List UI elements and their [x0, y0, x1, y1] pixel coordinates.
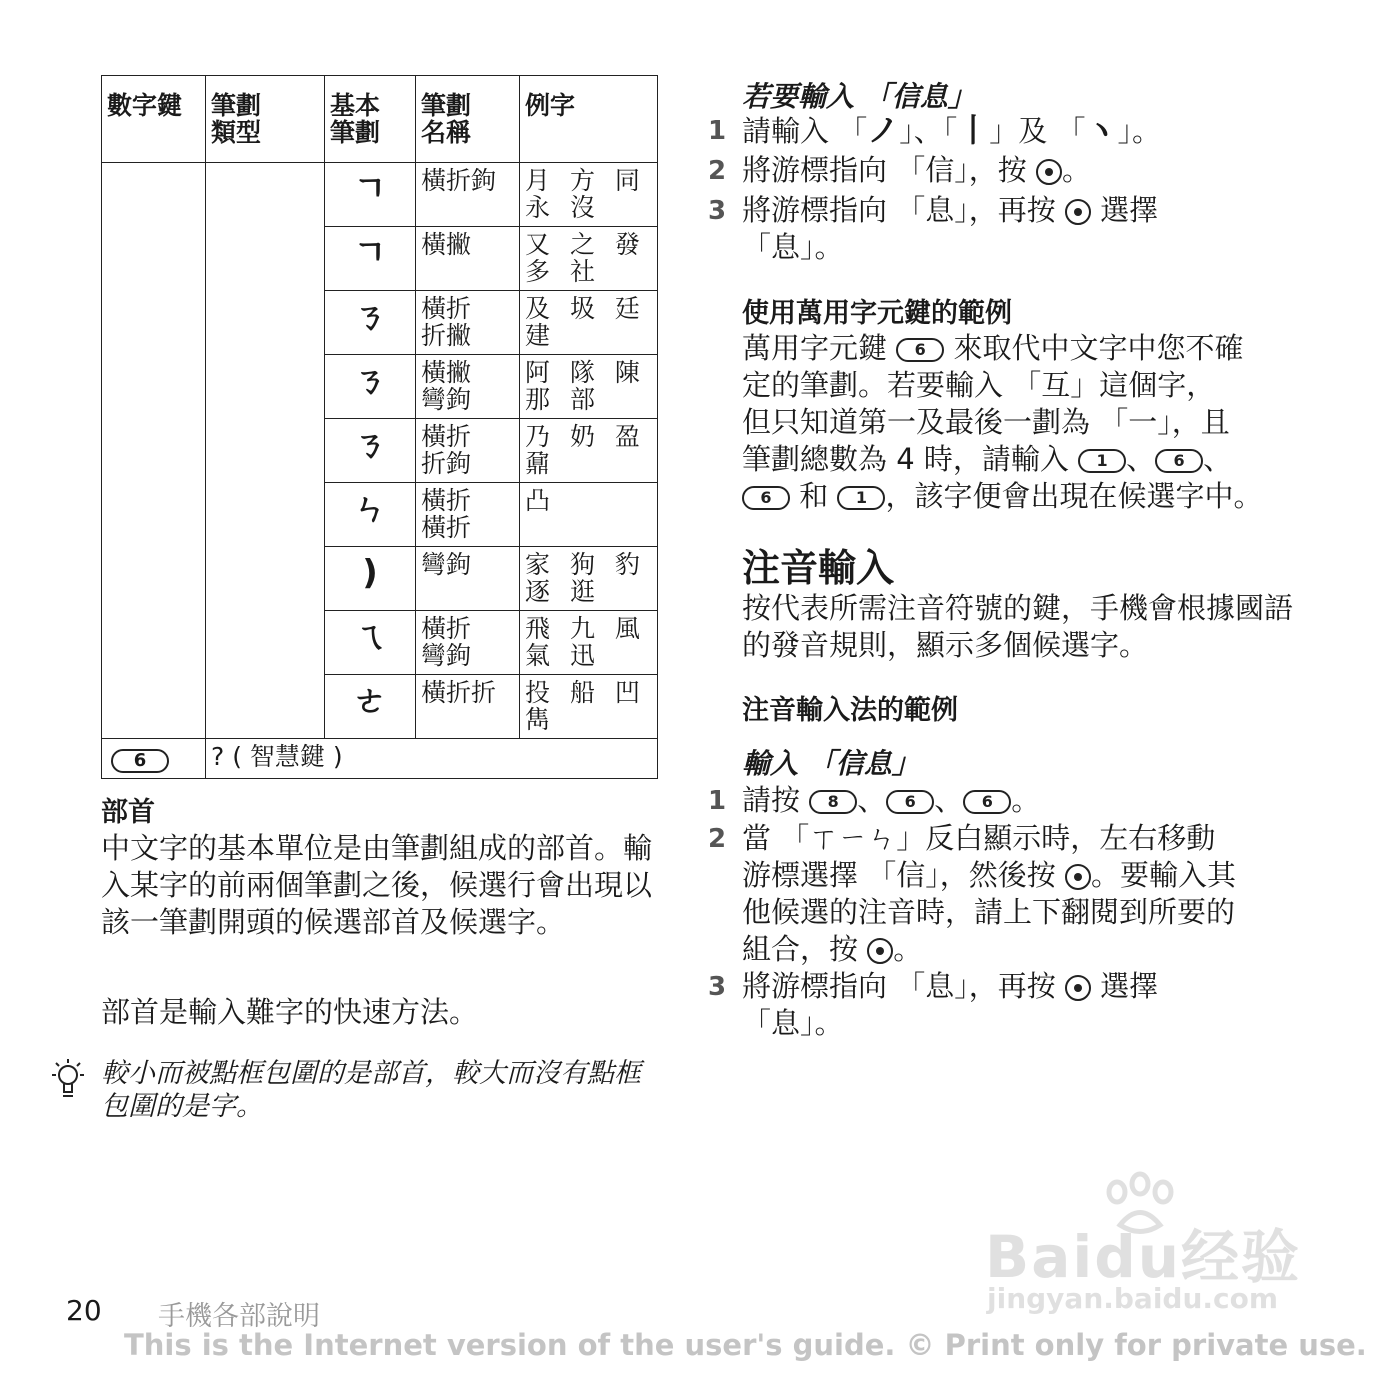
key-6-icon: 6	[886, 790, 934, 814]
stroke-glyph: ㄱ	[325, 163, 416, 227]
header-basic-stroke: 基本 筆劃	[325, 76, 416, 163]
step-text: 。	[1011, 783, 1041, 817]
radicals-heading: 部首	[101, 797, 155, 828]
stroke-name: 橫折 彎鉤	[416, 611, 520, 675]
stroke-examples: 乃 奶 盈 鼐	[520, 419, 658, 483]
stroke-examples: 凸	[520, 483, 658, 547]
stroke-name: 橫折 折鉤	[416, 419, 520, 483]
key-8-icon: 8	[809, 790, 857, 814]
stroke-examples: 阿 隊 陳 那 部	[520, 355, 658, 419]
smart-key-label: ? ( 智慧鍵 )	[206, 739, 658, 779]
zhuyin-intro: 按代表所需注音符號的鍵，手機會根據國語的發音規則，顯示多個候選字。	[742, 591, 1294, 662]
key-6-icon: 6	[111, 749, 169, 773]
stroke-step-3	[742, 192, 1342, 266]
stroke-example-title: 若要輸入 「信息」	[742, 80, 976, 113]
stroke-name: 彎鉤	[416, 547, 520, 611]
step-number: 3	[708, 972, 727, 1002]
para-text: 定的筆劃。若要輸入 「互」這個字，	[742, 368, 1216, 402]
step-text: 」、「	[899, 114, 958, 148]
step-number: 3	[708, 196, 727, 226]
navigation-key-icon	[1036, 159, 1062, 185]
step-text: 選擇	[1100, 193, 1159, 227]
footer-disclaimer: This is the Internet version of the user's guide. © Print only for private use.	[124, 1328, 1367, 1362]
step-number: 2	[708, 824, 727, 854]
step-text: 「息」。	[742, 230, 844, 264]
stroke-examples: 又 之 發 多 社	[520, 227, 658, 291]
step-text: 。要輸入其	[1090, 858, 1236, 892]
header-stroke-name: 筆劃 名稱	[416, 76, 520, 163]
lightbulb-tip-icon	[46, 1057, 90, 1101]
header-number-key: 數字鍵	[102, 76, 206, 163]
step-text: 選擇	[1100, 969, 1159, 1003]
zhuyin-step-1	[742, 782, 1342, 819]
empty-key-cell	[102, 163, 206, 739]
stroke-name: 橫折折	[416, 675, 520, 739]
key-6-icon: 6	[963, 790, 1011, 814]
navigation-key-icon	[867, 938, 893, 964]
para-text: 、	[1203, 442, 1233, 476]
table-header-row	[102, 76, 658, 163]
tip-text: 較小而被點框包圍的是部首，較大而沒有點框包圍的是字。	[101, 1058, 641, 1122]
stroke-pie-glyph: ノ	[867, 111, 900, 149]
key-6-icon: 6	[1155, 449, 1203, 473]
stroke-glyph: ㄋ	[325, 291, 416, 355]
stroke-name: 橫折 折撇	[416, 291, 520, 355]
wildcard-heading: 使用萬用字元鍵的範例	[742, 298, 1012, 329]
zhuyin-example-heading: 注音輸入法的範例	[742, 695, 958, 726]
empty-type-cell	[206, 163, 325, 739]
header-examples: 例字	[520, 76, 658, 163]
para-text: 萬用字元鍵	[742, 331, 888, 365]
key-6-icon: 6	[896, 338, 944, 362]
stroke-glyph: ㄣ	[325, 483, 416, 547]
stroke-glyph: ㄋ	[325, 355, 416, 419]
para-text: 來取代中文字中您不確	[953, 331, 1244, 365]
stroke-glyph: )	[325, 547, 416, 611]
step-text: 。	[1061, 153, 1091, 187]
table-row	[102, 163, 658, 227]
step-text: 請按	[742, 783, 801, 817]
stroke-examples: 家 狗 豹 逐 逛	[520, 547, 658, 611]
step-text: 組合，按	[742, 932, 859, 966]
step-text: 將游標指向 「息」，再按	[742, 193, 1056, 227]
step-number: 1	[708, 116, 727, 146]
separator: 、	[934, 783, 964, 817]
step-number: 2	[708, 156, 727, 186]
stroke-shu-glyph: 丨	[957, 111, 990, 149]
para-text: 、	[1126, 442, 1156, 476]
zhuyin-section-title: 注音輸入	[742, 546, 895, 590]
step-text: 游標選擇 「信」，然後按	[742, 858, 1056, 892]
stroke-step-1	[742, 112, 1342, 150]
watermark-brand: Baidu经验	[985, 1223, 1302, 1291]
stroke-name: 橫撇	[416, 227, 520, 291]
step-text: 」及 「	[989, 114, 1086, 148]
radicals-paragraph-2: 部首是輸入難字的快速方法。	[101, 995, 479, 1029]
stroke-name: 橫折 橫折	[416, 483, 520, 547]
para-text: 但只知道第一及最後一劃為 「一」，且	[742, 405, 1230, 439]
table-row-smart-key	[102, 739, 658, 779]
stroke-examples: 月 方 同 永 沒	[520, 163, 658, 227]
stroke-dian-glyph: ヽ	[1085, 111, 1118, 149]
zhuyin-step-3	[742, 968, 1342, 1042]
step-text: 將游標指向 「信」，按	[742, 153, 1027, 187]
stroke-glyph: ㄱ	[325, 227, 416, 291]
step-text: 。	[893, 932, 923, 966]
para-text: 筆劃總數為 4 時，請輸入	[742, 442, 1069, 476]
step-text: 將游標指向 「息」，再按	[742, 969, 1056, 1003]
stroke-glyph: ㄜ	[325, 675, 416, 739]
baidu-watermark	[985, 1170, 1305, 1315]
page-section-label: 手機各部說明	[158, 1301, 320, 1332]
stroke-step-2	[742, 152, 1342, 189]
key-1-icon: 1	[837, 486, 885, 510]
navigation-key-icon	[1065, 975, 1091, 1001]
para-text: 和	[799, 479, 829, 513]
key-cell	[102, 739, 206, 779]
step-text: 請輸入 「	[742, 114, 868, 148]
stroke-glyph: ㄋ	[325, 419, 416, 483]
radicals-paragraph-1: 中文字的基本單位是由筆劃組成的部首。輸入某字的前兩個筆劃之後，候選行會出現以該一筆劃開頭的候選部首及候選字。	[101, 831, 653, 939]
stroke-examples: 及 圾 廷 建	[520, 291, 658, 355]
wildcard-paragraph	[742, 330, 1342, 515]
page-number: 20	[66, 1294, 102, 1327]
header-stroke-type: 筆劃 類型	[206, 76, 325, 163]
stroke-glyph: ㄟ	[325, 611, 416, 675]
step-text: 他候選的注音時，請上下翻閱到所要的	[742, 895, 1236, 929]
stroke-examples: 投 船 凹 雋	[520, 675, 658, 739]
zhuyin-step-2	[742, 820, 1342, 968]
navigation-key-icon	[1065, 199, 1091, 225]
step-text: 當 「ㄒㄧㄣ」反白顯示時，左右移動	[742, 821, 1216, 855]
step-number: 1	[708, 786, 727, 816]
key-6-icon: 6	[742, 486, 790, 510]
navigation-key-icon	[1065, 864, 1091, 890]
zhuyin-example-title: 輸入 「信息」	[742, 747, 920, 780]
key-1-icon: 1	[1078, 449, 1126, 473]
watermark-url: jingyan.baidu.com	[987, 1282, 1279, 1315]
para-text: ，該字便會出現在候選字中。	[885, 479, 1263, 513]
stroke-table	[101, 75, 658, 779]
stroke-name: 橫折鉤	[416, 163, 520, 227]
stroke-name: 橫撇 彎鉤	[416, 355, 520, 419]
step-text: 「息」。	[742, 1006, 844, 1040]
separator: 、	[857, 783, 887, 817]
step-text: 」。	[1117, 114, 1162, 148]
stroke-examples: 飛 九 風 氣 迅	[520, 611, 658, 675]
